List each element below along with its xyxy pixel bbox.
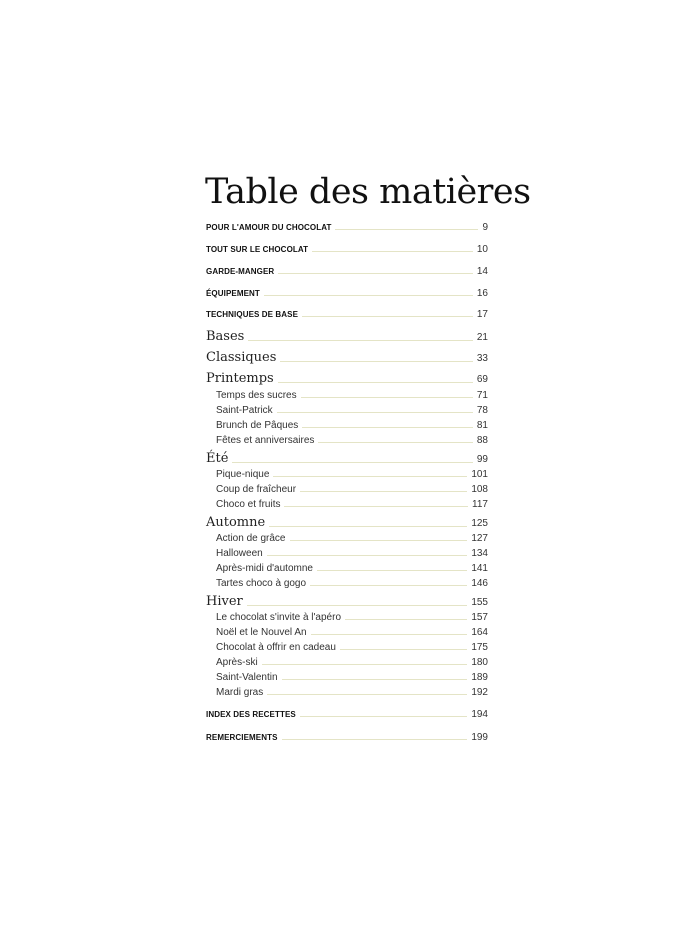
toc-entry-label: POUR L'AMOUR DU CHOCOLAT xyxy=(206,223,332,232)
dot-leader xyxy=(282,739,468,740)
dot-leader xyxy=(282,679,468,680)
dot-leader xyxy=(300,716,467,717)
toc-entry-sub xyxy=(206,533,488,544)
dot-leader xyxy=(262,664,468,665)
dot-leader xyxy=(273,476,467,477)
toc-entry-sub xyxy=(206,657,488,668)
toc-entry-major xyxy=(206,709,488,720)
toc-entry-sub xyxy=(206,563,488,574)
toc-entry-page-number: 189 xyxy=(471,672,488,683)
toc-entry-label: Brunch de Pâques xyxy=(216,420,299,431)
toc-entry-sub xyxy=(206,642,488,653)
toc-entry-sub xyxy=(206,390,488,401)
toc-entry-sub xyxy=(206,405,488,416)
toc-entry-major xyxy=(206,732,488,743)
toc-entry-sub xyxy=(206,627,488,638)
toc-entry-section xyxy=(206,451,488,466)
dot-leader xyxy=(312,251,473,252)
toc-entry-label: Mardi gras xyxy=(216,687,264,698)
toc-entry-label: Pique-nique xyxy=(216,469,270,480)
dot-leader xyxy=(267,694,467,695)
dot-leader xyxy=(302,316,473,317)
dot-leader xyxy=(301,397,473,398)
toc-entry-page-number: 88 xyxy=(476,435,488,446)
dot-leader xyxy=(247,605,468,606)
toc-entry-page-number: 78 xyxy=(476,405,488,416)
toc-entry-page-number: 134 xyxy=(471,548,488,559)
toc-entry-label: Chocolat à offrir en cadeau xyxy=(216,642,336,653)
toc-entry-label: Coup de fraîcheur xyxy=(216,484,297,495)
toc-entry-label: TECHNIQUES DE BASE xyxy=(206,310,299,319)
toc-entry-label: Été xyxy=(206,451,229,466)
toc-entry-label: Temps des sucres xyxy=(216,390,297,401)
toc-entry-sub xyxy=(206,612,488,623)
dot-leader xyxy=(264,295,473,296)
toc-entry-page-number: 10 xyxy=(476,244,488,255)
toc-entry-label: ÉQUIPEMENT xyxy=(206,289,260,298)
dot-leader xyxy=(280,361,472,362)
toc-entry-label: Fêtes et anniversaires xyxy=(216,435,315,446)
toc-entry-label: Automne xyxy=(206,515,266,530)
toc-entry-major xyxy=(206,309,488,320)
dot-leader xyxy=(278,273,473,274)
toc-entry-page-number: 192 xyxy=(471,687,488,698)
toc-entry-page-number: 155 xyxy=(471,597,488,608)
toc-entry-sub xyxy=(206,548,488,559)
toc-entry-major xyxy=(206,288,488,299)
toc-entry-page-number: 81 xyxy=(476,420,488,431)
toc-entry-page-number: 108 xyxy=(471,484,488,495)
dot-leader xyxy=(335,229,478,230)
toc-entry-page-number: 17 xyxy=(476,309,488,320)
dot-leader xyxy=(311,634,468,635)
toc-entry-page-number: 164 xyxy=(471,627,488,638)
toc-entry-sub xyxy=(206,420,488,431)
toc-entry-label: Classiques xyxy=(206,350,277,365)
toc-entry-major xyxy=(206,266,488,277)
toc-entry-page-number: 117 xyxy=(472,499,488,510)
toc-entry-page-number: 69 xyxy=(476,374,488,385)
dot-leader xyxy=(232,462,472,463)
toc-entry-label: Le chocolat s'invite à l'apéro xyxy=(216,612,342,623)
dot-leader xyxy=(300,491,467,492)
toc-entry-major xyxy=(206,222,488,233)
toc-entry-sub xyxy=(206,672,488,683)
toc-entry-sub xyxy=(206,435,488,446)
toc-entry-label: Après-midi d'automne xyxy=(216,563,313,574)
toc-entry-label: Halloween xyxy=(216,548,263,559)
toc-entry-page-number: 194 xyxy=(471,709,488,720)
toc-entry-label: Saint-Valentin xyxy=(216,672,278,683)
toc-entry-section xyxy=(206,594,488,609)
toc-entry-page-number: 14 xyxy=(476,266,488,277)
dot-leader xyxy=(317,570,467,571)
toc-entry-sub xyxy=(206,578,488,589)
toc-entry-label: Printemps xyxy=(206,371,274,386)
toc-entry-label: GARDE-MANGER xyxy=(206,267,275,276)
toc-entry-page-number: 71 xyxy=(476,390,488,401)
toc-entry-section xyxy=(206,350,488,365)
dot-leader xyxy=(277,412,473,413)
toc-entry-label: Hiver xyxy=(206,594,243,609)
dot-leader xyxy=(248,340,473,341)
toc-entry-page-number: 33 xyxy=(476,353,488,364)
dot-leader xyxy=(340,649,467,650)
toc-entry-page-number: 175 xyxy=(471,642,488,653)
toc-entry-page-number: 146 xyxy=(471,578,488,589)
toc-entry-sub xyxy=(206,469,488,480)
dot-leader xyxy=(302,427,473,428)
dot-leader xyxy=(345,619,467,620)
toc-entry-page-number: 127 xyxy=(471,533,488,544)
toc-entry-page-number: 101 xyxy=(471,469,488,480)
dot-leader xyxy=(269,526,467,527)
page-title: Table des matières xyxy=(205,172,531,212)
toc-entry-label: Tartes choco à gogo xyxy=(216,578,307,589)
toc-entry-page-number: 157 xyxy=(471,612,488,623)
toc-entry-label: Après-ski xyxy=(216,657,258,668)
toc-entry-label: Bases xyxy=(206,329,245,344)
toc-entry-page-number: 9 xyxy=(482,222,488,233)
toc-entry-page-number: 199 xyxy=(471,732,488,743)
dot-leader xyxy=(278,382,473,383)
dot-leader xyxy=(284,506,468,507)
toc-entry-page-number: 21 xyxy=(476,332,488,343)
toc-entry-label: Saint-Patrick xyxy=(216,405,273,416)
dot-leader xyxy=(290,540,468,541)
toc-entry-page-number: 125 xyxy=(471,518,488,529)
toc-entry-page-number: 180 xyxy=(471,657,488,668)
toc-entry-label: Choco et fruits xyxy=(216,499,281,510)
toc-entry-label: TOUT SUR LE CHOCOLAT xyxy=(206,245,309,254)
toc-entry-page-number: 141 xyxy=(471,563,488,574)
toc-entry-major xyxy=(206,244,488,255)
toc-entry-sub xyxy=(206,687,488,698)
dot-leader xyxy=(318,442,472,443)
toc-entry-section xyxy=(206,329,488,344)
dot-leader xyxy=(267,555,468,556)
dot-leader xyxy=(310,585,467,586)
toc-entry-section xyxy=(206,371,488,386)
toc-entry-label: INDEX DES RECETTES xyxy=(206,710,296,719)
toc-entry-sub xyxy=(206,484,488,495)
toc-entry-page-number: 99 xyxy=(476,454,488,465)
toc-entry-label: REMERCIEMENTS xyxy=(206,733,278,742)
toc-entry-page-number: 16 xyxy=(476,288,488,299)
toc-entry-label: Noël et le Nouvel An xyxy=(216,627,307,638)
toc-entry-sub xyxy=(206,499,488,510)
toc-entry-section xyxy=(206,515,488,530)
toc-entry-label: Action de grâce xyxy=(216,533,286,544)
